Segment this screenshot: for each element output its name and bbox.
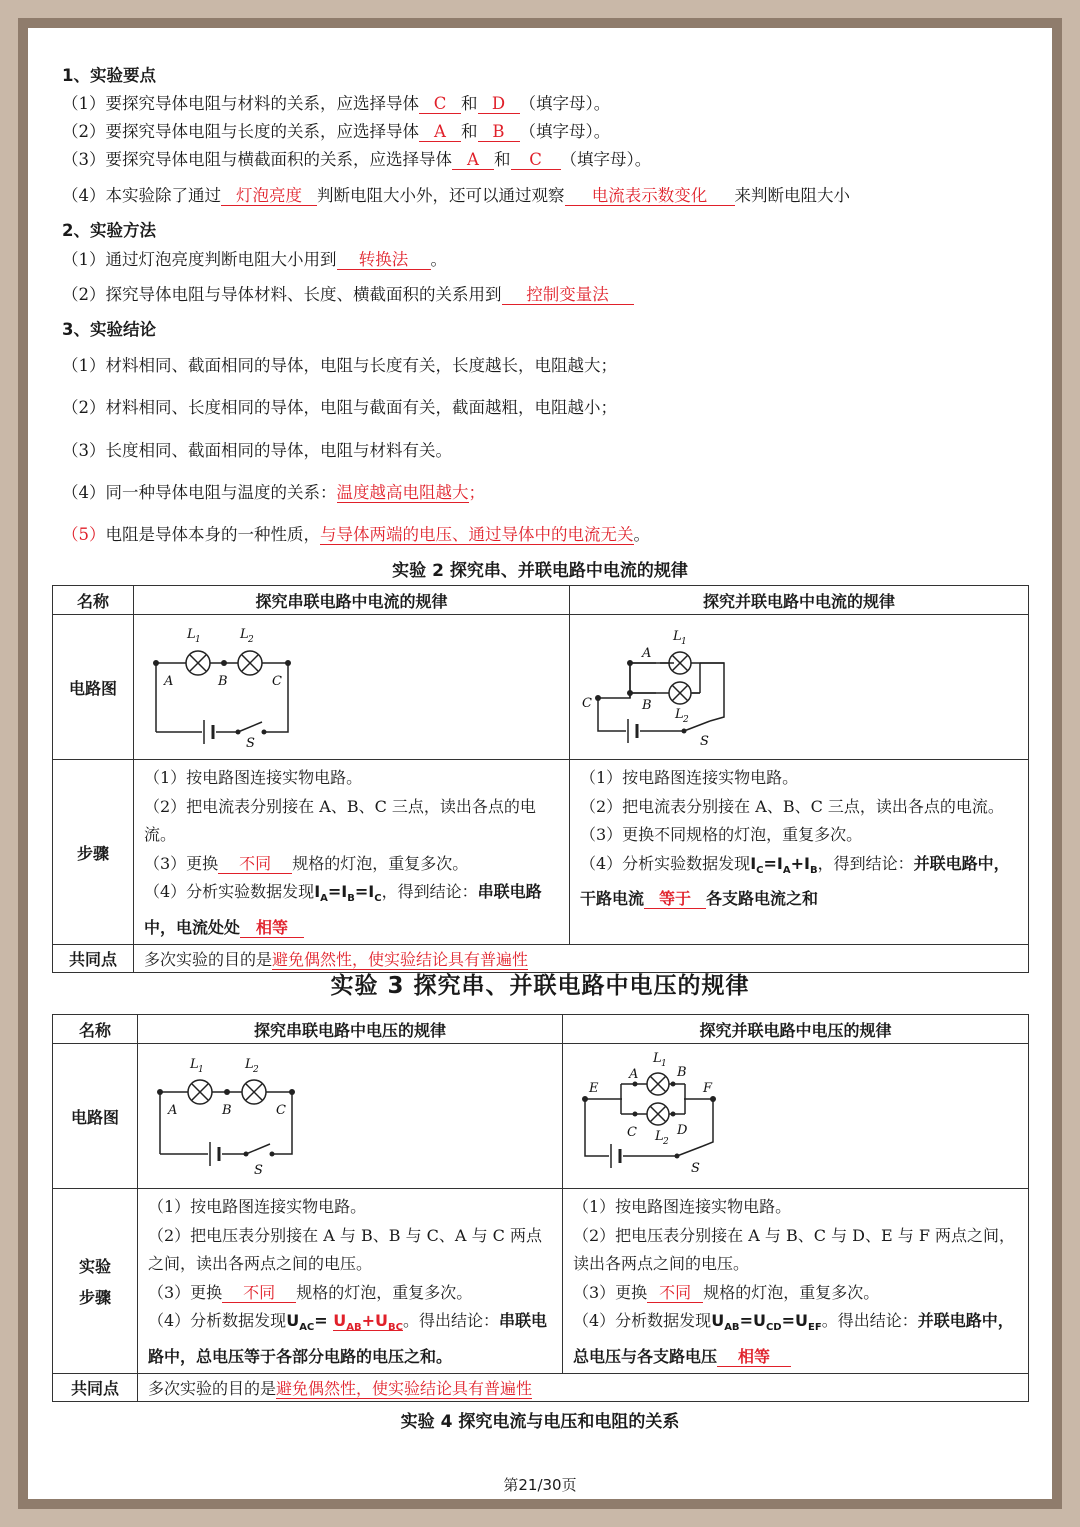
label-F: F — [703, 1081, 713, 1096]
label-A: A — [164, 674, 174, 689]
header-name: 名称 — [53, 586, 134, 615]
label-S: S — [254, 1163, 263, 1178]
label-L2: L — [675, 707, 684, 722]
label-S: S — [691, 1161, 700, 1176]
svg-text:2: 2 — [253, 1065, 259, 1075]
section2-heading: 2、实验方法 — [62, 221, 156, 240]
series-voltage-circuit — [138, 1044, 563, 1189]
label-S: S — [246, 736, 255, 751]
conclusion-3: （3）长度相同、截面相同的导体，电阻与材料有关。 — [62, 441, 452, 460]
answer-blank: B — [478, 123, 520, 142]
parallel-voltage-circuit — [563, 1044, 1029, 1189]
label-L1: L — [653, 1051, 662, 1066]
sec2-q1: （1）通过灯泡亮度判断电阻大小用到 转换法 。 — [62, 250, 447, 269]
conclusion-2: （2）材料相同、长度相同的导体，电阻与截面有关，截面越粗，电阻越小； — [62, 398, 617, 417]
answer-blank: C — [511, 151, 561, 170]
label-L1: L — [190, 1057, 199, 1072]
row-steps-label: 步骤 — [53, 760, 134, 945]
parallel-current-steps: （1）按电路图连接实物电路。 （2）把电流表分别接在 A、B、C 三点，读出各点的电流。 （3）更换不同规格的灯泡，重复多次。 （4）分析实验数据发现$I_C=I_A+I_B$，得到结论：并联电路中，干路电流 等于 各支路电流之和 — [570, 760, 1029, 945]
exp2-table — [52, 585, 1029, 973]
label-B: B — [218, 674, 228, 689]
exp2-title: 实验 2 探究串、并联电路中电流的规律 — [392, 561, 688, 581]
header-parallel: 探究并联电路中电压的规律 — [563, 1015, 1029, 1044]
parallel-voltage-steps: （1）按电路图连接实物电路。 （2）把电压表分别接在 A 与 B、C 与 D、E 与 F 两点之间，读出各两点之间的电压。 （3）更换 不同 规格的灯泡，重复多次。 （4）分析数据发现$U_{AB}=U_{CD}=U_{EF}$。得出结论：并联电路中，总电压与各支路电压 相等 — [563, 1189, 1029, 1374]
series-circuit-diagram — [134, 615, 334, 755]
answer-blank: 控制变量法 — [502, 286, 634, 305]
label-L1: L — [187, 627, 196, 642]
exp3-common: 多次实验的目的是避免偶然性，使实验结论具有普遍性 — [138, 1374, 1029, 1402]
conclusion-5: （5）电阻是导体本身的一种性质，与导体两端的电压、通过导体中的电流无关。 — [62, 525, 650, 544]
series-current-steps: （1）按电路图连接实物电路。 （2）把电流表分别接在 A、B、C 三点，读出各点的电流。 （3）更换 不同 规格的灯泡，重复多次。 （4）分析实验数据发现$I_A=I_B=I_C$，得到结论：串联电路中，电流处处 相等 — [134, 760, 570, 945]
row-common-label: 共同点 — [53, 1374, 138, 1402]
sec1-q3: （3）要探究导体电阻与横截面积的关系，应选择导体 A 和 C （填字母）。 — [62, 150, 652, 169]
header-series: 探究串联电路中电流的规律 — [134, 586, 570, 615]
header-name: 名称 — [53, 1015, 138, 1044]
exp3-title: 实验 3 探究串、并联电路中电压的规律 — [330, 973, 750, 999]
section1-heading: 1、实验要点 — [62, 66, 156, 85]
header-parallel: 探究并联电路中电流的规律 — [570, 586, 1029, 615]
answer-blank: A — [419, 123, 461, 142]
answer-blank: 电流表示数变化 — [565, 187, 735, 206]
svg-text:1: 1 — [198, 1065, 204, 1075]
answer-blank: D — [478, 95, 520, 114]
svg-text:1: 1 — [681, 637, 687, 647]
parallel-circuit-diagram — [570, 615, 770, 755]
answer-blank: C — [419, 95, 461, 114]
series-circuit-diagram — [138, 1044, 338, 1184]
label-C: C — [276, 1103, 286, 1118]
answer-blank: 灯泡亮度 — [221, 187, 317, 206]
series-current-circuit — [134, 615, 570, 760]
label-C: C — [582, 696, 592, 711]
answer-blank: 不同 — [647, 1284, 703, 1303]
label-B: B — [222, 1103, 232, 1118]
svg-text:2: 2 — [248, 635, 254, 645]
parallel-current-circuit — [570, 615, 1029, 760]
label-D: D — [677, 1123, 688, 1138]
exp2-common: 多次实验的目的是避免偶然性，使实验结论具有普遍性 — [134, 945, 1029, 973]
exp4-title: 实验 4 探究电流与电压和电阻的关系 — [400, 1412, 680, 1432]
label-E: E — [589, 1081, 599, 1096]
label-C: C — [272, 674, 282, 689]
exp3-table — [52, 1014, 1029, 1402]
label-L2: L — [240, 627, 249, 642]
sec1-q4: （4）本实验除了通过 灯泡亮度 判断电阻大小外，还可以通过观察 电流表示数变化 来判断电阻大小 — [62, 186, 850, 205]
label-L2: L — [245, 1057, 254, 1072]
label-L1: L — [673, 629, 682, 644]
svg-text:1: 1 — [195, 635, 201, 645]
label-A: A — [642, 646, 652, 661]
parallel-circuit-diagram — [563, 1044, 763, 1184]
svg-text:2: 2 — [663, 1137, 669, 1147]
section3-heading: 3、实验结论 — [62, 320, 156, 339]
sec1-q2: （2）要探究导体电阻与长度的关系，应选择导体 A 和 B （填字母）。 — [62, 122, 611, 141]
label-L2: L — [655, 1129, 664, 1144]
row-common-label: 共同点 — [53, 945, 134, 973]
series-voltage-steps: （1）按电路图连接实物电路。 （2）把电压表分别接在 A 与 B、B 与 C、A 与 C 两点之间，读出各两点之间的电压。 （3）更换 不同 规格的灯泡，重复多次。 （4）分析数据发现$U_{AC}= U_{AB}+U_{BC}$。得出结论：串联电路中，总电压等于各部分电路的电压之和。 — [138, 1189, 563, 1374]
sec1-q1: （1）要探究导体电阻与材料的关系，应选择导体 C 和 D （填字母）。 — [62, 94, 611, 113]
row-circuit-label: 电路图 — [53, 615, 134, 760]
row-circuit-label: 电路图 — [53, 1044, 138, 1189]
label-A: A — [629, 1067, 639, 1082]
label-A: A — [168, 1103, 178, 1118]
answer-blank: 不同 — [218, 855, 292, 874]
label-B: B — [677, 1065, 687, 1080]
answer-blank: 转换法 — [337, 251, 431, 270]
label-S: S — [700, 734, 709, 749]
page-number: 第21/30页 — [503, 1476, 577, 1494]
answer-blank: 相等 — [240, 919, 304, 938]
answer-blank: 不同 — [222, 1284, 296, 1303]
answer-blank: 等于 — [644, 890, 706, 909]
label-C: C — [627, 1125, 637, 1140]
answer-blank: A — [452, 151, 494, 170]
svg-text:2: 2 — [683, 715, 689, 725]
label-B: B — [642, 698, 652, 713]
row-steps-label: 实验 步骤 — [53, 1189, 138, 1374]
header-series: 探究串联电路中电压的规律 — [138, 1015, 563, 1044]
conclusion-4: （4）同一种导体电阻与温度的关系：温度越高电阻越大； — [62, 483, 485, 502]
svg-text:1: 1 — [661, 1059, 667, 1069]
answer-blank: 相等 — [717, 1348, 791, 1367]
conclusion-1: （1）材料相同、截面相同的导体，电阻与长度有关，长度越长，电阻越大； — [62, 356, 617, 375]
sec2-q2: （2）探究导体电阻与导体材料、长度、横截面积的关系用到 控制变量法 — [62, 285, 634, 305]
